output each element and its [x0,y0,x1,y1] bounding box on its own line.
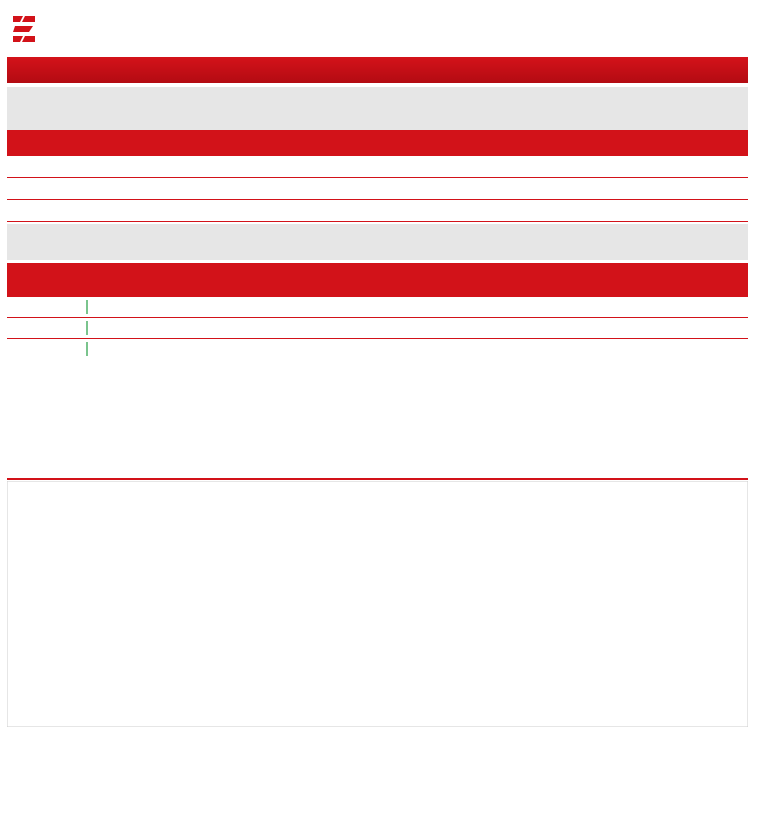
support-resistance-row [7,460,748,480]
cell-sell2 [487,178,607,200]
cell-volume-avg [627,297,748,318]
cell-code [7,339,83,360]
col-gunluk-degisim [83,263,198,297]
cell-volume [547,318,627,339]
cell-z [253,318,313,339]
cell-weekly [313,297,368,318]
section-header-bg [7,224,748,260]
cell-low [485,339,547,360]
cell-code [7,200,117,222]
cell-sell1 [337,200,487,222]
cell-change [83,318,198,339]
daily-recommendations-table [7,130,748,222]
summary-table [7,263,748,359]
cell-monthly [368,339,423,360]
change-bar [86,321,88,335]
col-kapanis [117,130,337,156]
cell-beta [198,297,253,318]
table-row [7,318,748,339]
cell-code [7,297,83,318]
table-row [7,339,748,360]
col-aylik [368,280,423,297]
col-hisse-kodu [7,130,117,156]
cell-volume-avg [627,318,748,339]
cell-weekly [313,339,368,360]
col-son-bir-hafta [423,280,547,297]
table-row [7,178,748,200]
cell-z [253,339,313,360]
cell-low [485,297,547,318]
cell-stop [607,156,748,178]
section-header-bg [7,87,748,131]
cell-close [117,156,337,178]
change-bar [86,300,88,314]
table-row [7,156,748,178]
col-aylik-ort [627,280,748,297]
table-header-row [7,263,748,280]
cell-change [83,339,198,360]
cell-code [7,318,83,339]
cell-beta [198,318,253,339]
table-header-row [7,130,748,156]
col-hacim [547,263,748,280]
cell-sell1 [337,178,487,200]
cell-high [423,297,485,318]
col-satis [337,130,607,156]
cell-close [117,178,337,200]
cell-code [7,178,117,200]
cell-volume [547,339,627,360]
cell-volume [547,297,627,318]
change-bar [86,342,88,356]
col-en-yuksek [423,263,485,280]
col-en-dusuk [485,263,547,280]
bist100-chart [7,481,748,727]
cell-sell2 [487,200,607,222]
table-row [7,297,748,318]
cell-close [117,200,337,222]
cell-monthly [368,318,423,339]
cell-change [83,297,198,318]
col-hisse-kodu [7,263,83,297]
cell-low [485,318,547,339]
col-zarar-kes [607,130,748,156]
cell-high [423,318,485,339]
col-beta [198,263,253,297]
cell-z [253,297,313,318]
cell-sell2 [487,156,607,178]
cell-code [7,156,117,178]
cell-sell1 [337,156,487,178]
cell-high [423,339,485,360]
cell-stop [607,178,748,200]
col-z-skor [253,263,313,297]
table-row [7,200,748,222]
cell-beta [198,339,253,360]
cell-monthly [368,297,423,318]
cell-weekly [313,318,368,339]
ziraat-logo-icon [11,12,37,46]
col-son [547,280,627,297]
cell-stop [607,200,748,222]
cell-volume-avg [627,339,748,360]
section-bar-teknik-analiz [7,57,748,83]
col-ortalamalar [313,263,423,280]
col-haftalik [313,280,368,297]
